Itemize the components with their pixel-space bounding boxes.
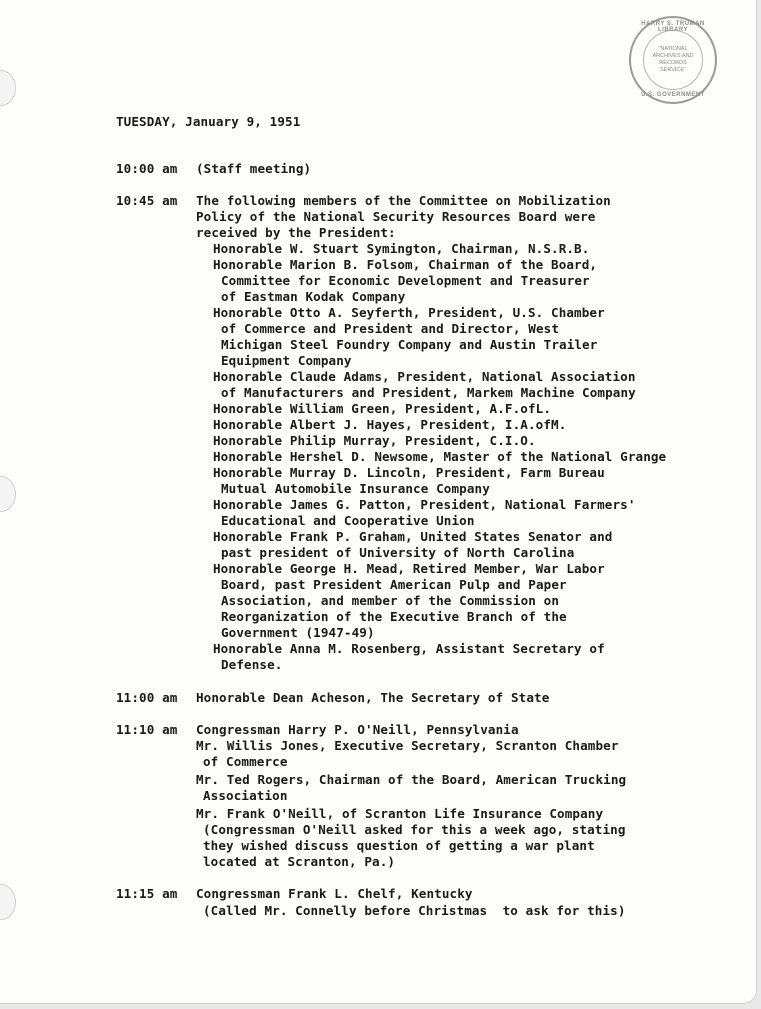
binder-hole bbox=[0, 884, 16, 920]
entry-time: 11:10 am bbox=[116, 722, 178, 737]
stamp-ring-bottom: U.S. GOVERNMENT bbox=[641, 92, 705, 98]
entry-line: Mr. Ted Rogers, Chairman of the Board, American Trucking bbox=[196, 772, 627, 787]
attendee-line: Honorable Albert J. Hayes, President, I.A.ofM. bbox=[213, 417, 567, 432]
entry-line: Policy of the National Security Resources Board were bbox=[196, 209, 596, 224]
attendee-line: Mutual Automobile Insurance Company bbox=[221, 481, 490, 496]
entry-line: Mr. Frank O'Neill, of Scranton Life Insurance Company bbox=[196, 806, 604, 821]
attendee-line: Honorable Marion B. Folsom, Chairman of the Board, bbox=[213, 257, 598, 272]
attendee-line: Michigan Steel Foundry Company and Austin Trailer bbox=[221, 337, 598, 352]
entry-time: 11:15 am bbox=[116, 886, 178, 901]
entry-line: Congressman Harry P. O'Neill, Pennsylvania bbox=[196, 722, 519, 737]
attendee-line: Honorable James G. Patton, President, National Farmers' bbox=[213, 497, 636, 512]
binder-hole bbox=[0, 70, 16, 106]
attendee-line: Educational and Cooperative Union bbox=[221, 513, 475, 528]
attendee-line: of Manufacturers and President, Markem Machine Company bbox=[221, 385, 636, 400]
binder-hole bbox=[0, 476, 16, 512]
entry-line: received by the President: bbox=[196, 225, 396, 240]
entry-line: Association bbox=[203, 788, 288, 803]
entry-time: 10:00 am bbox=[116, 161, 178, 176]
entry-time: 10:45 am bbox=[116, 193, 178, 208]
attendee-line: Association, and member of the Commission on bbox=[221, 593, 560, 608]
entry-line: Honorable Dean Acheson, The Secretary of State bbox=[196, 690, 550, 705]
attendee-line: Government (1947-49) bbox=[221, 625, 375, 640]
attendee-line: of Eastman Kodak Company bbox=[221, 289, 406, 304]
attendee-line: Honorable Otto A. Seyferth, President, U.S. Chamber bbox=[213, 305, 605, 320]
attendee-line: Equipment Company bbox=[221, 353, 352, 368]
attendee-line: Honorable Anna M. Rosenberg, Assistant Secretary of bbox=[213, 641, 605, 656]
stamp-center bbox=[643, 30, 703, 90]
attendee-line: Honorable Frank P. Graham, United States Senator and bbox=[213, 529, 613, 544]
attendee-line: of Commerce and President and Director, West bbox=[221, 321, 560, 336]
attendee-line: Board, past President American Pulp and Paper bbox=[221, 577, 567, 592]
attendee-line: Honorable Murray D. Lincoln, President, Farm Bureau bbox=[213, 465, 605, 480]
entry-line: Congressman Frank L. Chelf, Kentucky bbox=[196, 886, 473, 901]
entry-line: (Staff meeting) bbox=[196, 161, 312, 176]
attendee-line: Honorable George H. Mead, Retired Member, War Labor bbox=[213, 561, 605, 576]
attendee-line: Honorable William Green, President, A.F.ofL. bbox=[213, 401, 552, 416]
entry-line: (Called Mr. Connelly before Christmas to ask for this) bbox=[203, 903, 626, 918]
attendee-line: Defense. bbox=[221, 657, 283, 672]
attendee-line: Honorable W. Stuart Symington, Chairman, N.S.R.B. bbox=[213, 241, 590, 256]
attendee-line: Honorable Claude Adams, President, National Association bbox=[213, 369, 636, 384]
archive-stamp bbox=[629, 16, 717, 104]
entry-line: (Congressman O'Neill asked for this a week ago, stating bbox=[203, 822, 626, 837]
stamp-center-text: "NATIONAL ARCHIVES AND RECORDS SERVICE" bbox=[652, 46, 694, 73]
entry-line: they wished discuss question of getting a war plant bbox=[203, 838, 595, 853]
entry-line: Mr. Willis Jones, Executive Secretary, Scranton Chamber bbox=[196, 738, 619, 753]
entry-line: located at Scranton, Pa.) bbox=[203, 854, 396, 869]
attendee-line: Committee for Economic Development and Treasurer bbox=[221, 273, 590, 288]
date-heading: TUESDAY, January 9, 1951 bbox=[116, 114, 301, 129]
entry-time: 11:00 am bbox=[116, 690, 178, 705]
attendee-line: Honorable Philip Murray, President, C.I.O. bbox=[213, 433, 536, 448]
attendee-line: Reorganization of the Executive Branch of the bbox=[221, 609, 567, 624]
stamp-ring-top: HARRY S. TRUMAN LIBRARY bbox=[641, 21, 705, 33]
attendee-line: Honorable Hershel D. Newsome, Master of the National Grange bbox=[213, 449, 667, 464]
entry-line: The following members of the Committee on Mobilization bbox=[196, 193, 611, 208]
attendee-line: past president of University of North Carolina bbox=[221, 545, 575, 560]
entry-line: of Commerce bbox=[203, 754, 288, 769]
